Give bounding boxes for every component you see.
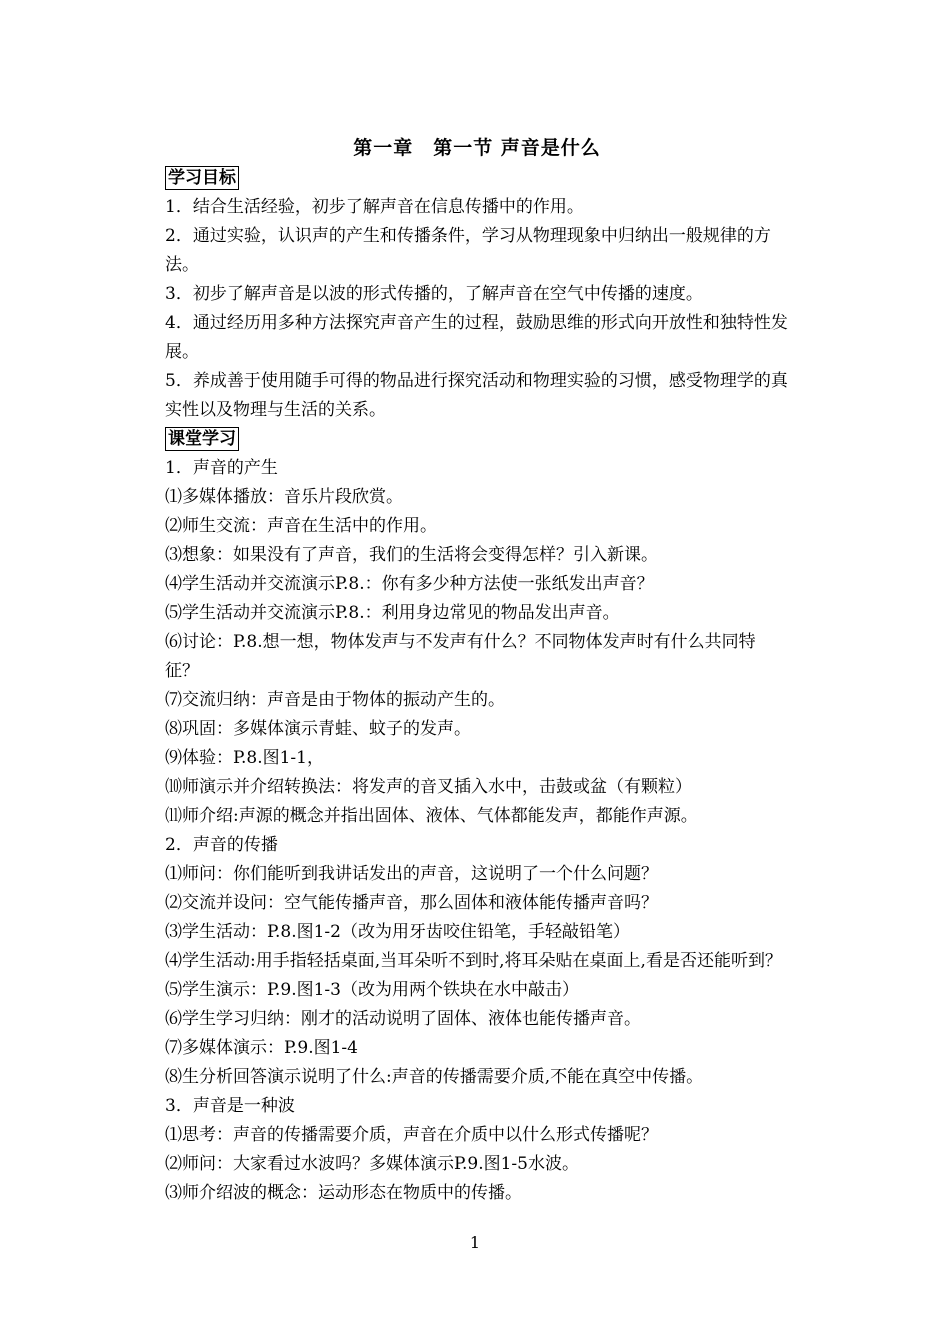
paragraph: ⑴多媒体播放：音乐片段欣赏。	[165, 487, 403, 507]
paragraph: 1．结合生活经验，初步了解声音在信息传播中的作用。	[165, 197, 584, 217]
paragraph: ⑺多媒体演示：P.9.图1-4	[165, 1038, 358, 1058]
paragraph: ⑹讨论：P.8.想一想，物体发声与不发声有什么？不同物体发声时有什么共同特征？	[165, 632, 756, 681]
paragraph: ⑷学生活动:用手指轻括桌面,当耳朵听不到时,将耳朵贴在桌面上,看是否还能听到？	[165, 951, 782, 971]
paragraph: ⑴师问：你们能听到我讲话发出的声音，这说明了一个什么问题？	[165, 864, 658, 884]
paragraph: ⑵师问：大家看过水波吗？多媒体演示P.9.图1-5水波。	[165, 1154, 579, 1174]
section-classroom	[165, 425, 789, 1208]
page-title: 第一章 第一节 声音是什么	[353, 137, 601, 159]
page-content	[165, 134, 789, 1208]
paragraph: ⑵交流并设问：空气能传播声音，那么固体和液体能传播声音吗？	[165, 893, 658, 913]
paragraph: 3．初步了解声音是以波的形式传播的，了解声音在空气中传播的速度。	[165, 284, 703, 304]
paragraph: ⑻巩固：多媒体演示青蛙、蚊子的发声。	[165, 719, 471, 739]
paragraph: 2．通过实验，认识声的产生和传播条件，学习从物理现象中归纳出一般规律的方法。	[165, 226, 771, 275]
subheading: 2．声音的传播	[165, 835, 278, 855]
section-heading-classroom: 课堂学习	[165, 427, 239, 451]
paragraph: ⑸学生活动并交流演示P.8.：利用身边常见的物品发出声音。	[165, 603, 620, 623]
paragraph: ⑹学生学习归纳：刚才的活动说明了固体、液体也能传播声音。	[165, 1009, 641, 1029]
paragraph: ⑻生分析回答演示说明了什么:声音的传播需要介质,不能在真空中传播。	[165, 1067, 704, 1087]
paragraph: ⑵师生交流：声音在生活中的作用。	[165, 516, 437, 536]
paragraph: 4．通过经历用多种方法探究声音产生的过程，鼓励思维的形式向开放性和独特性发展。	[165, 313, 788, 362]
section-heading-objectives: 学习目标	[165, 166, 239, 190]
paragraph: 5．养成善于使用随手可得的物品进行探究活动和物理实验的习惯，感受物理学的真实性以及物理与生活的关系。	[165, 371, 788, 420]
paragraph: ⑾师介绍:声源的概念并指出固体、液体、气体都能发声，都能作声源。	[165, 806, 698, 826]
subheading: 1．声音的产生	[165, 458, 278, 478]
paragraph: ⑸学生演示：P.9.图1-3（改为用两个铁块在水中敲击）	[165, 980, 579, 1000]
section-objectives	[165, 164, 789, 425]
page-number: 1	[469, 1233, 481, 1252]
paragraph: ⑶学生活动：P.8.图1-2（改为用牙齿咬住铅笔，手轻敲铅笔）	[165, 922, 630, 942]
paragraph: ⑺交流归纳：声音是由于物体的振动产生的。	[165, 690, 505, 710]
paragraph: ⑶想象：如果没有了声音，我们的生活将会变得怎样？引入新课。	[165, 545, 658, 565]
paragraph: ⑶师介绍波的概念：运动形态在物质中的传播。	[165, 1183, 522, 1203]
subheading: 3．声音是一种波	[165, 1096, 295, 1116]
paragraph: ⑽师演示并介绍转换法：将发声的音叉插入水中，击鼓或盆（有颗粒）	[165, 777, 692, 797]
paragraph: ⑷学生活动并交流演示P.8.：你有多少种方法使一张纸发出声音？	[165, 574, 654, 594]
paragraph: ⑴思考：声音的传播需要介质，声音在介质中以什么形式传播呢？	[165, 1125, 658, 1145]
paragraph: ⑼体验：P.8.图1-1，	[165, 748, 324, 768]
